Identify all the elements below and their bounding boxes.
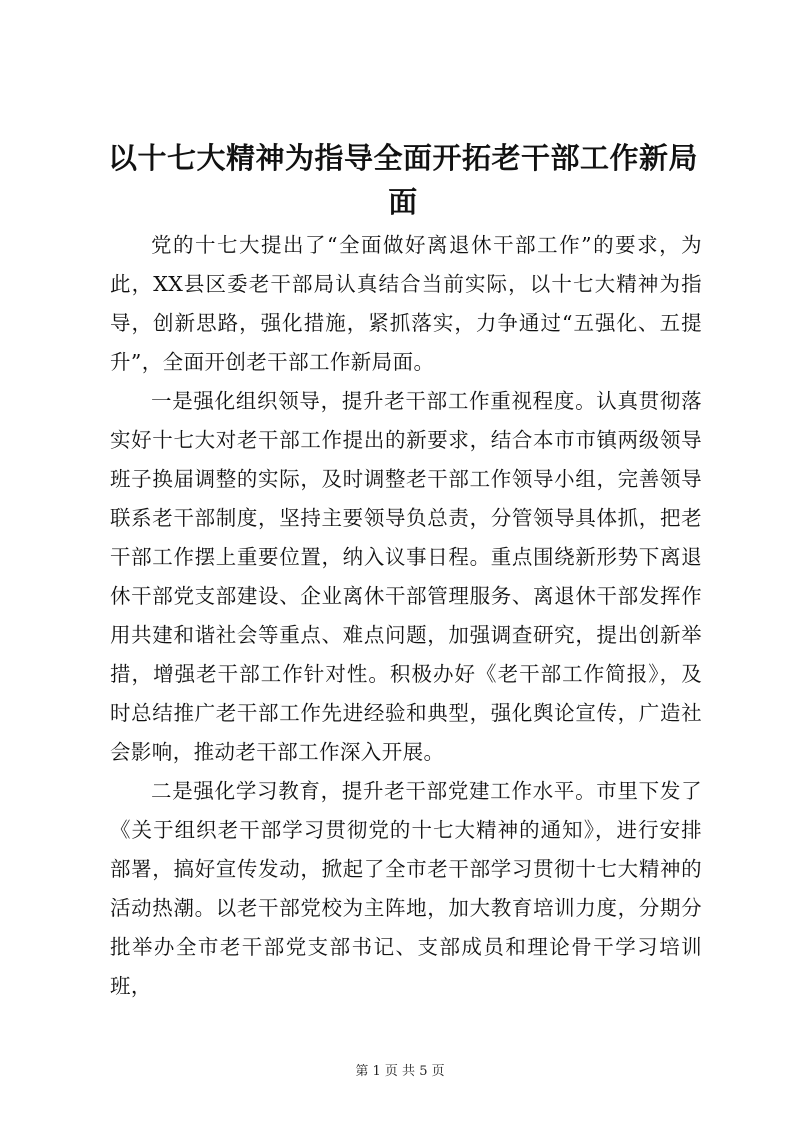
section-one-paragraph: 一是强化组织领导，提升老干部工作重视程度。认真贯彻落实好十七大对老干部工作提出的新要求，结合本市市镇两级领导班子换届调整的实际，及时调整老干部工作领导小组，完善领导联系老干部制度，坚持主要领导负总责，分管领导具体抓，把老干部工作摆上重要位置，纳入议事日程。重点围绕新形势下离退休干部党支部建设、企业离休干部管理服务、离退休干部发挥作用共建和谐社会等重点、难点问题，加强调查研究，提出创新举措，增强老干部工作针对性。积极办好《老干部工作简报》，及时总结推广老干部工作先进经验和典型，强化舆论宣传，广造社会影响，推动老干部工作深入开展。 <box>110 389 702 764</box>
page-number-footer: 第 1 页 共 5 页 <box>355 1064 445 1079</box>
document-body <box>110 226 702 1006</box>
intro-paragraph: 党的十七大提出了“全面做好离退休干部工作”的要求，为此，XX县区委老干部局认真结合当前实际，以十七大精神为指导，创新思路，强化措施，紧抓落实，力争通过“五强化、五提升”，全面开创老干部工作新局面。 <box>110 233 702 374</box>
document-title: 以十七大精神为指导全面开拓老干部工作新局面 <box>108 141 699 219</box>
section-two-paragraph: 二是强化学习教育，提升老干部党建工作水平。市里下发了《关于组织老干部学习贯彻党的十七大精神的通知》，进行安排部署，搞好宣传发动，掀起了全市老干部学习贯彻十七大精神的活动热潮。以老干部党校为主阵地，加大教育培训力度，分期分批举办全市老干部党支部书记、支部成员和理论骨干学习培训班， <box>110 779 702 998</box>
